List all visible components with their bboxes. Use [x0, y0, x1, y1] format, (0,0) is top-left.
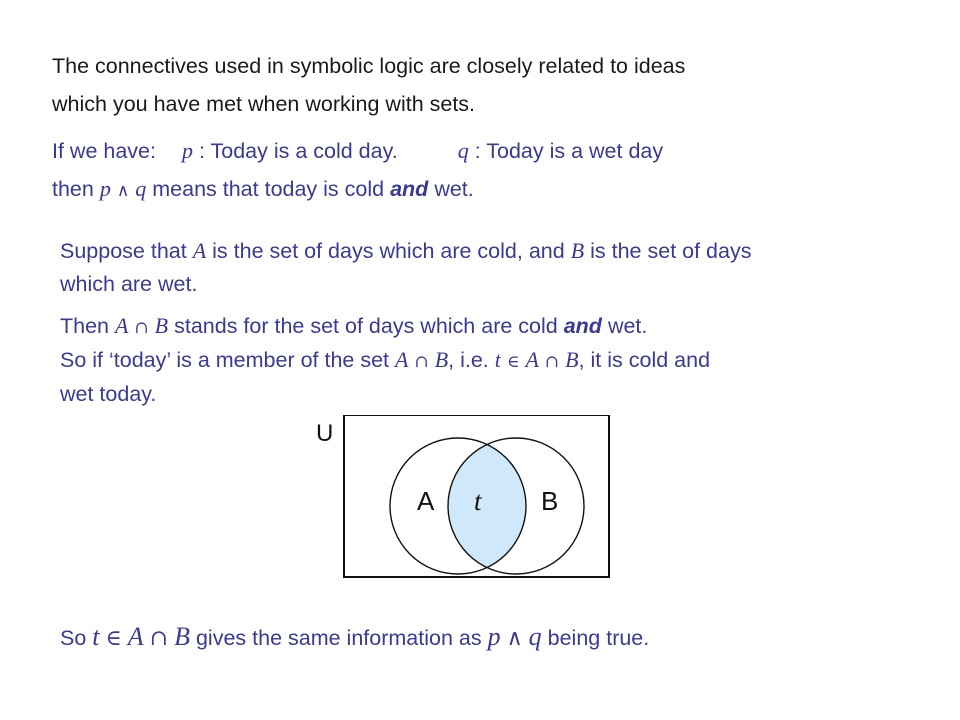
wet-end: wet. [607, 314, 648, 338]
set-b-variable: B [174, 622, 190, 651]
set-b-variable: B [434, 347, 449, 372]
venn-diagram [312, 415, 622, 585]
and-symbol: ∧ [116, 181, 130, 201]
intersection-text: stands for the set of days which are cold [174, 314, 558, 338]
sets-text-b: is the set of days which are cold, and [212, 239, 565, 263]
t-variable: t [494, 347, 501, 372]
q-variable: q [528, 622, 542, 651]
t-variable: t [92, 622, 100, 651]
p-definition: : Today is a cold day. [198, 139, 398, 163]
then-word: Then [60, 314, 110, 338]
conjunction-text: means that today is cold [152, 177, 385, 201]
set-b-variable: B [570, 238, 585, 263]
set-a-variable: A [192, 238, 207, 263]
cold-wet-text: , it is cold and [578, 348, 711, 372]
then-word: then [52, 177, 94, 201]
p-variable: p [181, 138, 193, 163]
set-b-variable: B [565, 347, 579, 372]
p-variable: p [487, 622, 501, 651]
q-variable: q [457, 138, 469, 163]
set-a-variable: A [525, 347, 539, 372]
membership-text: So if ‘today’ is a member of the set [60, 348, 390, 372]
membership-line [60, 349, 710, 372]
set-a-label: A [417, 486, 435, 516]
ie-text: , i.e. [448, 348, 489, 372]
intersection-line [60, 315, 647, 338]
conclusion-line [60, 624, 649, 650]
intersect-symbol: ∩ [149, 626, 169, 651]
intersect-symbol: ∩ [544, 352, 560, 372]
definition-prefix: If we have: [52, 139, 156, 163]
wet-end: wet. [434, 177, 474, 201]
and-symbol: ∧ [506, 626, 523, 651]
element-symbol: ∈ [506, 352, 520, 372]
set-a-variable: A [395, 347, 409, 372]
set-a-variable: A [115, 313, 129, 338]
conclusion-middle-text: gives the same information as [195, 626, 482, 650]
sets-line-2: which are wet. [60, 272, 198, 296]
sets-line-1 [60, 240, 751, 263]
sets-text-c: is the set of days [590, 239, 752, 263]
element-t-label: t [474, 486, 482, 516]
set-b-label: B [541, 486, 559, 516]
definition-line [52, 140, 663, 163]
intersect-symbol: ∩ [134, 318, 149, 338]
and-emphasis: and [390, 177, 429, 201]
intersect-symbol: ∩ [414, 352, 429, 372]
intro-line-1: The connectives used in symbolic logic are closely related to ideas [52, 54, 686, 78]
conclusion-end-text: being true. [547, 626, 650, 650]
sets-text-a: Suppose that [60, 239, 187, 263]
set-a-variable: A [127, 622, 144, 651]
wet-today-line: wet today. [60, 382, 157, 406]
element-symbol: ∈ [105, 626, 122, 651]
universe-label: U [316, 420, 334, 447]
set-b-variable: B [154, 313, 169, 338]
q-definition: : Today is a wet day [474, 139, 664, 163]
intro-line-2: which you have met when working with sets. [52, 92, 476, 116]
so-word: So [60, 626, 87, 650]
q-variable: q [135, 176, 147, 201]
and-emphasis: and [563, 314, 602, 338]
conjunction-line [52, 178, 474, 201]
p-variable: p [99, 176, 111, 201]
